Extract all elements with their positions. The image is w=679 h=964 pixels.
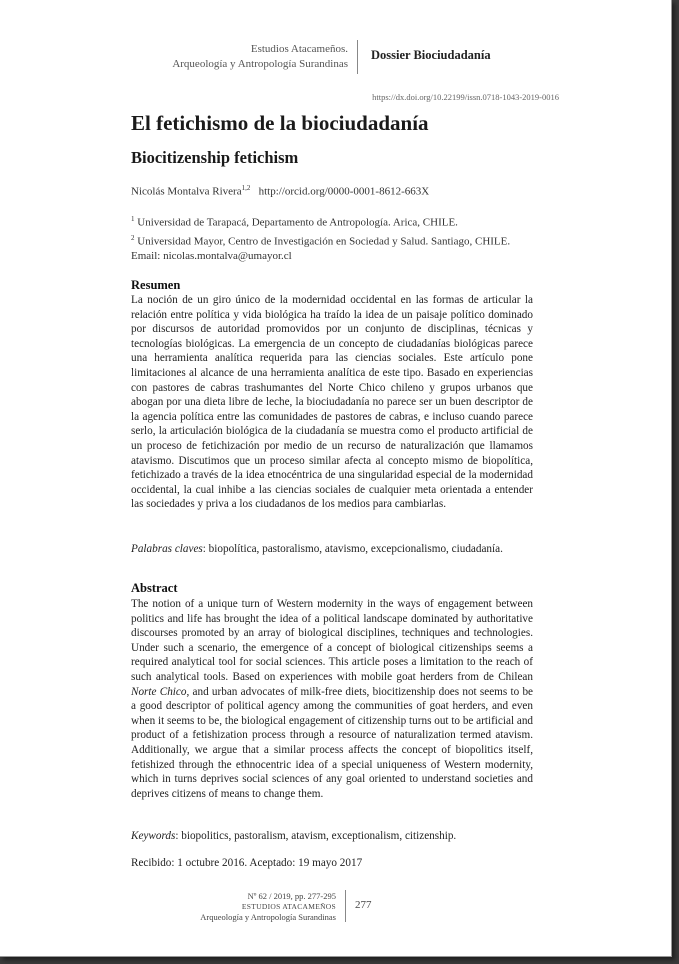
- abstract-heading: Abstract: [131, 581, 178, 595]
- doi-link[interactable]: https://dx.doi.org/10.22199/issn.0718-1043-2019-0016: [372, 92, 559, 102]
- author-line: [131, 184, 429, 198]
- abstract-text: The notion of a unique turn of Western modernity in the ways of engagement between politics and life has brought the idea of a political landscape dominated by authoritative discourses promoted by an array of biological disciplines, techniques and technologies. Under such a scenario, the emergence of a concept of biological citizenships seems a required analytical tool for social sciences. This article poses a limitation to the reach of such analytical tools. Based on experiences with mobile goat herders from de Chilean Norte Chico, and urban advocates of milk-free diets, biocitizenship does not seems to be a good descriptor of political agency among the communities of goat herders, and even when it seems to be, the biological engagement of citizenship turns out to be artificial and product of a fetishization process through a resource of naturalization termed atavism. Additionally, we argue that a similar process affects the concept of biopolitics itself, fetishized through the ethnocentric idea of a special uniqueness of Western modernity, which in turns deprives social sciences of any goal oriented to understand societies and deprives citizens of means to change them.: [131, 598, 534, 800]
- keywords-en: : biopolitics, pastoralism, atavism, exceptionalism, citizenship.: [175, 830, 457, 842]
- resumen-keywords: [131, 543, 503, 555]
- author-name: Nicolás Montalva Rivera: [131, 185, 242, 198]
- keywords-es: : biopolítica, pastoralismo, atavismo, excepcionalismo, ciudadanía.: [202, 543, 503, 555]
- orcid-link[interactable]: http://orcid.org/0000-0001-8612-663X: [258, 185, 430, 198]
- article-subtitle: Biocitizenship fetichism: [131, 148, 299, 167]
- footer-issue: Nº 62 / 2019, pp. 277-295: [247, 891, 336, 901]
- footer-journal: ESTUDIOS ATACAMEÑOS: [241, 901, 336, 911]
- page-number: 277: [355, 899, 372, 911]
- affiliations: [131, 212, 510, 264]
- abstract-keywords: [131, 830, 456, 842]
- resumen-heading: Resumen: [131, 278, 181, 292]
- footer-divider: [345, 890, 346, 922]
- resumen-text: La noción de un giro único de la modernidad occidental en las formas de articular la relación entre política y vida biológica ha traído la idea de un paisaje político dominado por discursos de autoridad promovidos por un conjunto de disciplinas, técnicas y tecnologías biológicas. La emergencia de un concepto de ciudadanías biológicas parece una herramienta analítica requerida para las ciencias sociales. Este artículo pone limitaciones al alcance de una herramienta analítica de este tipo. Basado en experiencias con pastores de cabras trashumantes del Norte Chico chileno y grupos urbanos que abogan por una dieta libre de leche, la biociudadanía no parece ser un buen descriptor de la agencia política entre las comunidades de pastores de cabras, e incluso cuando parece serlo, la articulación biológica de la ciudadanía se muestra como el producto artificial de un proceso de fetichización por medio de un recurso de naturalización que llamamos atavismo. Discutimos que un proceso similar afecta al concepto mismo de biopolítica, fetichizado a través de la idea etnocéntrica de una singularidad especial de la modernidad occidental, la cual inhibe a las ciencias sociales de cualquier meta orientada a entender las sociedades y priva a los ciudadanos de los medios para cambiarlas.: [131, 294, 533, 511]
- header-divider: [357, 40, 358, 74]
- dossier-section: Dossier Biociudadanía: [371, 48, 491, 62]
- journal-header: [100, 42, 348, 72]
- keywords-label-en: Keywords: [131, 830, 176, 842]
- author-affil-sup: 1,2: [241, 184, 251, 192]
- footer-citation: [160, 891, 336, 923]
- norte-chico-italic: Norte Chico: [131, 685, 187, 698]
- journal-name: Estudios Atacameños.: [250, 43, 348, 55]
- journal-subtitle: Arqueología y Antropología Surandinas: [172, 58, 348, 70]
- article-title: El fetichismo de la biociudadanía: [131, 111, 429, 135]
- keywords-label-es: Palabras claves: [131, 543, 203, 555]
- footer-journal-sub: Arqueología y Antropología Surandinas: [200, 912, 336, 922]
- affiliation-1: $^1$ Universidad de Tarapacá, Departamento de Antropología. Arica, CHILE.: [131, 215, 458, 229]
- received-dates: Recibido: 1 octubre 2016. Aceptado: 19 mayo 2017: [131, 857, 363, 869]
- author-email[interactable]: Email: nicolas.montalva@umayor.cl: [131, 250, 292, 263]
- affiliation-2: $^2$ Universidad Mayor, Centro de Investigación en Sociedad y Salud. Santiago, CHILE.: [131, 233, 511, 248]
